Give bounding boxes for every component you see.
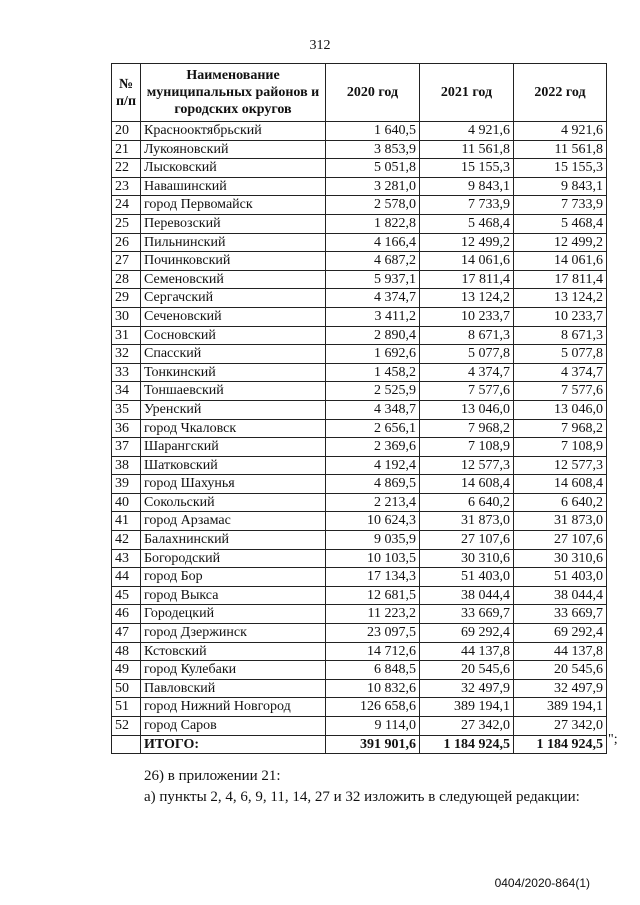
row-value-2022: 14 061,6 — [514, 252, 607, 271]
table-row — [112, 122, 607, 141]
row-value-2020: 2 656,1 — [326, 419, 420, 438]
row-number: 47 — [112, 624, 141, 643]
header-2021: 2021 год — [420, 64, 514, 122]
row-value-2021: 32 497,9 — [420, 679, 514, 698]
table-row — [112, 270, 607, 289]
table-row — [112, 717, 607, 736]
row-value-2021: 51 403,0 — [420, 568, 514, 587]
row-value-2021: 27 107,6 — [420, 531, 514, 550]
row-number: 29 — [112, 289, 141, 308]
row-value-2022: 15 155,3 — [514, 159, 607, 178]
row-municipality: Краснооктябрьский — [141, 122, 326, 141]
row-value-2021: 14 608,4 — [420, 475, 514, 494]
row-municipality: Семеновский — [141, 270, 326, 289]
table-row — [112, 438, 607, 457]
row-value-2022: 31 873,0 — [514, 512, 607, 531]
total-label: ИТОГО: — [141, 735, 326, 754]
row-number: 31 — [112, 326, 141, 345]
row-value-2020: 12 681,5 — [326, 586, 420, 605]
row-value-2020: 3 411,2 — [326, 307, 420, 326]
row-value-2022: 33 669,7 — [514, 605, 607, 624]
row-number: 49 — [112, 661, 141, 680]
row-value-2020: 4 869,5 — [326, 475, 420, 494]
row-value-2022: 9 843,1 — [514, 177, 607, 196]
table-row — [112, 140, 607, 159]
row-value-2021: 17 811,4 — [420, 270, 514, 289]
table-row — [112, 661, 607, 680]
row-number: 26 — [112, 233, 141, 252]
row-value-2021: 4 921,6 — [420, 122, 514, 141]
row-value-2022: 7 968,2 — [514, 419, 607, 438]
row-value-2021: 27 342,0 — [420, 717, 514, 736]
row-value-2020: 2 578,0 — [326, 196, 420, 215]
row-value-2020: 1 822,8 — [326, 214, 420, 233]
row-value-2022: 7 108,9 — [514, 438, 607, 457]
row-number: 45 — [112, 586, 141, 605]
row-value-2021: 6 640,2 — [420, 493, 514, 512]
row-municipality: Тонкинский — [141, 363, 326, 382]
table-row — [112, 419, 607, 438]
row-value-2022: 69 292,4 — [514, 624, 607, 643]
table-body — [112, 122, 607, 754]
row-municipality: город Кулебаки — [141, 661, 326, 680]
row-value-2020: 4 348,7 — [326, 400, 420, 419]
row-municipality: город Нижний Новгород — [141, 698, 326, 717]
row-number: 37 — [112, 438, 141, 457]
row-municipality: Спасский — [141, 345, 326, 364]
row-number: 35 — [112, 400, 141, 419]
row-value-2020: 10 103,5 — [326, 549, 420, 568]
table-row — [112, 586, 607, 605]
row-value-2020: 3 853,9 — [326, 140, 420, 159]
table-row — [112, 382, 607, 401]
row-number: 28 — [112, 270, 141, 289]
closing-quote-mark: "; — [608, 732, 618, 747]
table-row — [112, 456, 607, 475]
row-number: 52 — [112, 717, 141, 736]
row-number: 34 — [112, 382, 141, 401]
row-municipality: Пильнинский — [141, 233, 326, 252]
row-value-2020: 4 166,4 — [326, 233, 420, 252]
row-municipality: город Чкаловск — [141, 419, 326, 438]
row-value-2021: 31 873,0 — [420, 512, 514, 531]
row-value-2020: 4 687,2 — [326, 252, 420, 271]
row-municipality: Сокольский — [141, 493, 326, 512]
row-value-2020: 1 640,5 — [326, 122, 420, 141]
row-number: 46 — [112, 605, 141, 624]
row-value-2022: 12 499,2 — [514, 233, 607, 252]
row-value-2021: 389 194,1 — [420, 698, 514, 717]
row-municipality: город Дзержинск — [141, 624, 326, 643]
table-row — [112, 196, 607, 215]
row-value-2020: 10 624,3 — [326, 512, 420, 531]
table-row — [112, 624, 607, 643]
row-value-2021: 7 108,9 — [420, 438, 514, 457]
row-value-2020: 9 035,9 — [326, 531, 420, 550]
row-value-2022: 13 046,0 — [514, 400, 607, 419]
row-value-2022: 32 497,9 — [514, 679, 607, 698]
row-value-2020: 2 213,4 — [326, 493, 420, 512]
row-value-2022: 11 561,8 — [514, 140, 607, 159]
row-number: 43 — [112, 549, 141, 568]
row-value-2021: 12 499,2 — [420, 233, 514, 252]
row-value-2021: 44 137,8 — [420, 642, 514, 661]
row-value-2022: 389 194,1 — [514, 698, 607, 717]
row-value-2021: 9 843,1 — [420, 177, 514, 196]
row-value-2022: 13 124,2 — [514, 289, 607, 308]
row-number: 38 — [112, 456, 141, 475]
table-row — [112, 568, 607, 587]
header-2020: 2020 год — [326, 64, 420, 122]
table-row — [112, 177, 607, 196]
table-row — [112, 214, 607, 233]
row-value-2022: 6 640,2 — [514, 493, 607, 512]
row-value-2021: 5 468,4 — [420, 214, 514, 233]
row-number: 20 — [112, 122, 141, 141]
row-value-2022: 7 733,9 — [514, 196, 607, 215]
row-number: 42 — [112, 531, 141, 550]
row-value-2022: 44 137,8 — [514, 642, 607, 661]
row-value-2021: 15 155,3 — [420, 159, 514, 178]
row-municipality: Сеченовский — [141, 307, 326, 326]
row-number: 51 — [112, 698, 141, 717]
row-value-2020: 5 937,1 — [326, 270, 420, 289]
row-value-2020: 23 097,5 — [326, 624, 420, 643]
table-row — [112, 475, 607, 494]
row-value-2022: 4 374,7 — [514, 363, 607, 382]
row-value-2021: 69 292,4 — [420, 624, 514, 643]
row-value-2021: 7 733,9 — [420, 196, 514, 215]
row-value-2022: 20 545,6 — [514, 661, 607, 680]
row-municipality: город Арзамас — [141, 512, 326, 531]
row-municipality: город Шахунья — [141, 475, 326, 494]
row-number: 24 — [112, 196, 141, 215]
row-value-2020: 1 692,6 — [326, 345, 420, 364]
row-value-2022: 38 044,4 — [514, 586, 607, 605]
table-row — [112, 698, 607, 717]
row-value-2021: 30 310,6 — [420, 549, 514, 568]
row-number: 39 — [112, 475, 141, 494]
row-value-2021: 12 577,3 — [420, 456, 514, 475]
row-value-2022: 4 921,6 — [514, 122, 607, 141]
paragraph-points: а) пункты 2, 4, 6, 9, 11, 14, 27 и 32 изложить в следующей редакции: — [144, 789, 580, 805]
row-value-2020: 6 848,5 — [326, 661, 420, 680]
row-value-2021: 38 044,4 — [420, 586, 514, 605]
row-municipality: Сергачский — [141, 289, 326, 308]
table-row — [112, 252, 607, 271]
table-row — [112, 233, 607, 252]
row-value-2022: 27 107,6 — [514, 531, 607, 550]
table-row — [112, 493, 607, 512]
table-row — [112, 531, 607, 550]
row-value-2020: 9 114,0 — [326, 717, 420, 736]
row-value-2022: 12 577,3 — [514, 456, 607, 475]
row-municipality: Перевозский — [141, 214, 326, 233]
total-num-cell — [112, 735, 141, 754]
row-municipality: Кстовский — [141, 642, 326, 661]
row-municipality: Навашинский — [141, 177, 326, 196]
row-number: 40 — [112, 493, 141, 512]
row-number: 30 — [112, 307, 141, 326]
table-row — [112, 326, 607, 345]
row-municipality: город Первомайск — [141, 196, 326, 215]
row-value-2021: 7 968,2 — [420, 419, 514, 438]
row-municipality: Сосновский — [141, 326, 326, 345]
row-number: 33 — [112, 363, 141, 382]
row-municipality: Павловский — [141, 679, 326, 698]
row-municipality: Тоншаевский — [141, 382, 326, 401]
row-number: 48 — [112, 642, 141, 661]
row-value-2021: 14 061,6 — [420, 252, 514, 271]
table-row — [112, 549, 607, 568]
row-value-2020: 2 890,4 — [326, 326, 420, 345]
row-value-2022: 51 403,0 — [514, 568, 607, 587]
row-value-2020: 5 051,8 — [326, 159, 420, 178]
row-value-2020: 17 134,3 — [326, 568, 420, 587]
row-municipality: Балахнинский — [141, 531, 326, 550]
table-row — [112, 605, 607, 624]
table-row — [112, 289, 607, 308]
row-value-2022: 7 577,6 — [514, 382, 607, 401]
row-value-2020: 4 374,7 — [326, 289, 420, 308]
table-row — [112, 679, 607, 698]
document-code: 0404/2020-864(1) — [494, 876, 590, 890]
table-row — [112, 400, 607, 419]
row-value-2022: 8 671,3 — [514, 326, 607, 345]
table-row — [112, 307, 607, 326]
row-value-2021: 5 077,8 — [420, 345, 514, 364]
row-value-2022: 30 310,6 — [514, 549, 607, 568]
row-number: 21 — [112, 140, 141, 159]
table-row — [112, 512, 607, 531]
row-municipality: Лукояновский — [141, 140, 326, 159]
row-number: 22 — [112, 159, 141, 178]
row-value-2020: 2 525,9 — [326, 382, 420, 401]
row-value-2020: 1 458,2 — [326, 363, 420, 382]
row-value-2022: 17 811,4 — [514, 270, 607, 289]
row-value-2021: 10 233,7 — [420, 307, 514, 326]
total-2020: 391 901,6 — [326, 735, 420, 754]
row-value-2022: 10 233,7 — [514, 307, 607, 326]
row-value-2021: 33 669,7 — [420, 605, 514, 624]
row-value-2020: 126 658,6 — [326, 698, 420, 717]
row-value-2020: 3 281,0 — [326, 177, 420, 196]
table-row — [112, 159, 607, 178]
row-value-2021: 13 046,0 — [420, 400, 514, 419]
table-row — [112, 345, 607, 364]
total-row — [112, 735, 607, 754]
table-header-row — [112, 64, 607, 122]
row-value-2022: 5 468,4 — [514, 214, 607, 233]
row-value-2021: 13 124,2 — [420, 289, 514, 308]
budget-table — [111, 63, 607, 754]
page-number: 312 — [309, 38, 331, 53]
header-name: Наименование муниципальных районов и городских округов — [141, 64, 326, 122]
row-value-2020: 10 832,6 — [326, 679, 420, 698]
row-municipality: Починковский — [141, 252, 326, 271]
row-value-2021: 8 671,3 — [420, 326, 514, 345]
row-value-2021: 20 545,6 — [420, 661, 514, 680]
row-municipality: город Бор — [141, 568, 326, 587]
row-value-2022: 5 077,8 — [514, 345, 607, 364]
row-municipality: город Саров — [141, 717, 326, 736]
row-municipality: Уренский — [141, 400, 326, 419]
row-municipality: город Выкса — [141, 586, 326, 605]
row-value-2021: 7 577,6 — [420, 382, 514, 401]
row-value-2022: 14 608,4 — [514, 475, 607, 494]
row-municipality: Городецкий — [141, 605, 326, 624]
table-row — [112, 642, 607, 661]
row-value-2020: 2 369,6 — [326, 438, 420, 457]
total-2021: 1 184 924,5 — [420, 735, 514, 754]
total-2022: 1 184 924,5 — [514, 735, 607, 754]
row-value-2020: 14 712,6 — [326, 642, 420, 661]
row-municipality: Лысковский — [141, 159, 326, 178]
row-number: 25 — [112, 214, 141, 233]
table-row — [112, 363, 607, 382]
row-value-2020: 4 192,4 — [326, 456, 420, 475]
row-number: 41 — [112, 512, 141, 531]
row-value-2021: 11 561,8 — [420, 140, 514, 159]
row-number: 23 — [112, 177, 141, 196]
row-number: 44 — [112, 568, 141, 587]
paragraph-appendix: 26) в приложении 21: — [144, 768, 281, 784]
row-municipality: Богородский — [141, 549, 326, 568]
row-number: 50 — [112, 679, 141, 698]
row-number: 32 — [112, 345, 141, 364]
header-2022: 2022 год — [514, 64, 607, 122]
row-municipality: Шарангский — [141, 438, 326, 457]
row-value-2021: 4 374,7 — [420, 363, 514, 382]
row-number: 36 — [112, 419, 141, 438]
header-num: № п/п — [112, 64, 141, 122]
row-value-2020: 11 223,2 — [326, 605, 420, 624]
row-number: 27 — [112, 252, 141, 271]
row-municipality: Шатковский — [141, 456, 326, 475]
row-value-2022: 27 342,0 — [514, 717, 607, 736]
